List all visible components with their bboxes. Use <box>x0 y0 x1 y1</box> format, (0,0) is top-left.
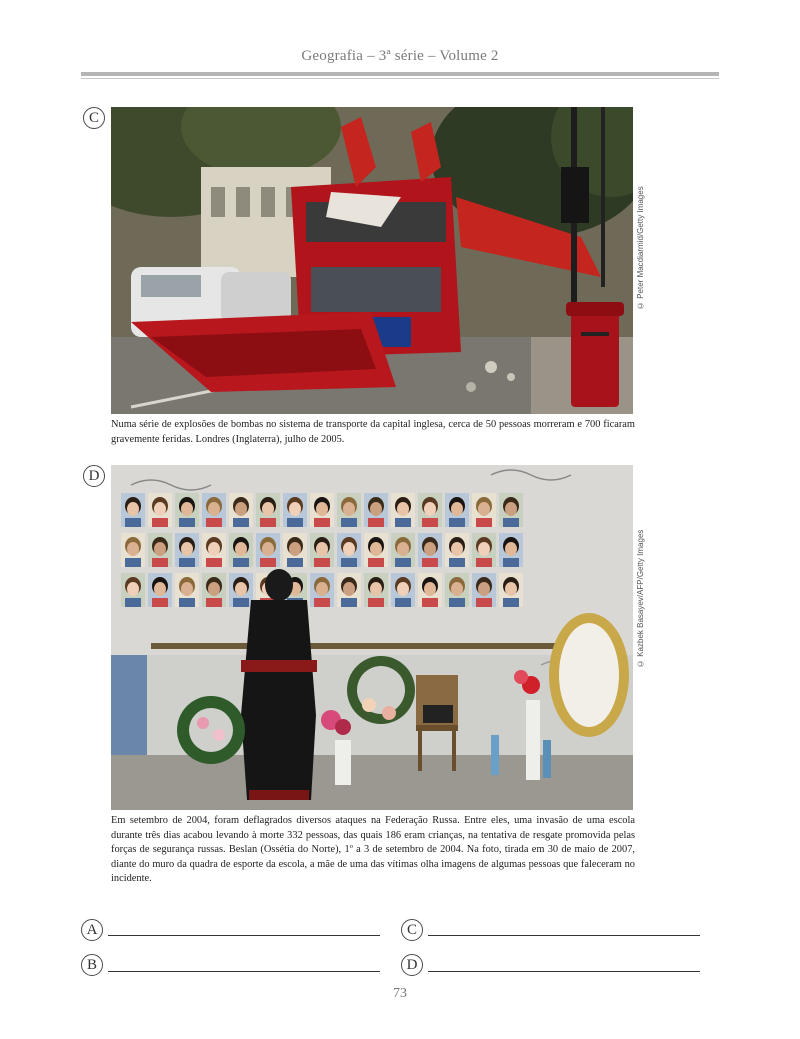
london-bus-bombing-photo <box>111 107 633 414</box>
beslan-memorial-photo <box>111 465 633 810</box>
figure-c-label: C <box>83 107 105 129</box>
figure-c-caption: Numa série de explosões de bombas no sistema de transporte da capital inglesa, cerca de 50 pessoas morreram e 700 ficaram gravemente feridas. Londres (Inglaterra), julho de 2005. <box>111 419 635 445</box>
answer-c-line[interactable] <box>428 935 700 936</box>
answer-b-line[interactable] <box>108 971 380 972</box>
answer-c-label: C <box>401 919 423 941</box>
running-header: Geografia – 3ª série – Volume 2 <box>301 48 499 64</box>
answer-b-label: B <box>81 954 103 976</box>
photo-credit-c: © Peter Macdiarmid/Getty Images <box>636 186 645 310</box>
header-rule-thin <box>81 78 719 79</box>
answer-d-label: D <box>401 954 423 976</box>
answer-a-line[interactable] <box>108 935 380 936</box>
figure-d-label: D <box>83 465 105 487</box>
header-rule <box>81 72 719 76</box>
answer-d-line[interactable] <box>428 971 700 972</box>
photo-credit-d: © Kazbek Basayev/AFP/Getty Images <box>636 529 645 668</box>
figure-d-caption: Em setembro de 2004, foram deflagrados diversos ataques na Federação Russa. Entre eles, uma invasão de uma escola durante três dias acabou levando à morte 332 pessoas, das quais 186 eram crianças, na tentativa de resgate promovida pelas forças de segurança russas. Beslan (Ossétia do Norte), 1º a 3 de setembro de 2004. Na foto, tirada em 30 de maio de 2007, diante do muro da quadra de esporte da escola, a mãe de uma das vítimas olha imagens de algumas pessoas que faleceram no incidente. <box>111 815 635 884</box>
page-number: 73 <box>393 986 407 1001</box>
answer-a-label: A <box>81 919 103 941</box>
